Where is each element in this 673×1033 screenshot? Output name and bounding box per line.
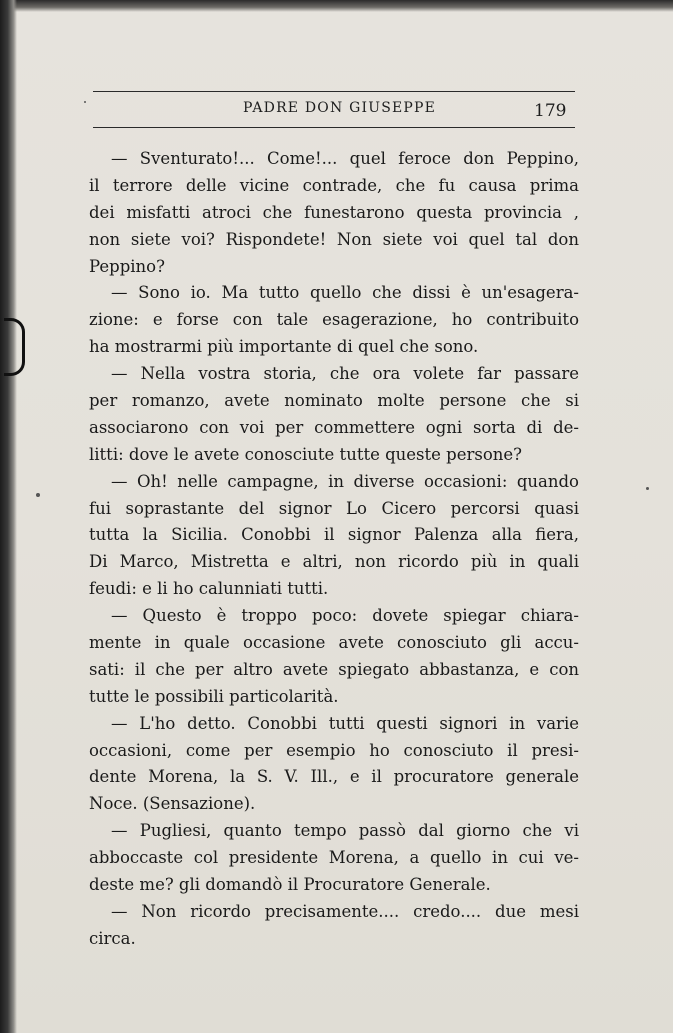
page-binding-shadow <box>0 0 17 1033</box>
text-line: fui soprastante del signor Lo Cicero percorsi quasi <box>89 498 579 518</box>
page-number: 179 <box>534 101 567 121</box>
text-line: il terrore delle vicine contrade, che fu causa prima <box>89 175 579 195</box>
paper-speck <box>36 493 40 497</box>
text-line: dei misfatti atroci che funestarono questa provincia , <box>89 202 579 222</box>
header-rule-bottom <box>93 127 575 128</box>
text-line: tutte le possibili particolarità. <box>89 686 339 706</box>
text-line: Di Marco, Mistretta e altri, non ricordo più in quali <box>89 552 579 572</box>
text-line: non siete voi? Rispondete! Non siete voi quel tal don <box>89 229 579 249</box>
text-line: — Nella vostra storia, che ora volete far passare <box>111 364 579 384</box>
running-header-title: PADRE DON GIUSEPPE <box>243 100 437 116</box>
text-line: zione: e forse con tale esagerazione, ho contribuito <box>89 310 579 330</box>
header-rule-top <box>93 91 575 92</box>
binding-mark <box>4 318 25 376</box>
text-line: per romanzo, avete nominato molte persone che si <box>89 391 579 411</box>
body-text <box>89 146 579 953</box>
text-line: Noce. (Sensazione). <box>89 794 256 814</box>
page-top-edge-shadow <box>0 0 673 12</box>
text-line: feudi: e li ho calunniati tutti. <box>89 579 329 599</box>
text-line: — Oh! nelle campagne, in diverse occasioni: quando <box>111 471 579 491</box>
text-line: mente in quale occasione avete conosciuto gli accu- <box>89 633 579 653</box>
text-line: — Sventurato!... Come!... quel feroce don Peppino, <box>111 149 579 168</box>
text-line: — Non ricordo precisamente.... credo.... due mesi <box>111 901 579 921</box>
text-line: — L'ho detto. Conobbi tutti questi signori in varie <box>111 713 579 733</box>
text-line: sati: il che per altro avete spiegato abbastanza, e con <box>89 659 579 679</box>
text-line: ha mostrarmi più importante di quel che sono. <box>89 337 479 357</box>
text-line: — Sono io. Ma tutto quello che dissi è un'esagera- <box>111 283 579 303</box>
text-line: abboccaste col presidente Morena, a quello in cui ve- <box>89 848 579 868</box>
paper-speck <box>646 487 649 490</box>
text-line: — Questo è troppo poco: dovete spiegar chiara- <box>111 606 579 626</box>
text-line: associarono con voi per commettere ogni sorta di de- <box>89 417 579 437</box>
text-line: dente Morena, la S. V. Ill., e il procuratore generale <box>89 767 579 787</box>
text-line: deste me? gli domandò il Procuratore Generale. <box>89 875 491 895</box>
paper-speck <box>84 101 86 103</box>
text-line: tutta la Sicilia. Conobbi il signor Palenza alla fiera, <box>89 525 579 545</box>
text-line: circa. <box>89 928 136 948</box>
text-line: Peppino? <box>89 256 165 276</box>
text-line: — Pugliesi, quanto tempo passò dal giorno che vi <box>111 821 579 841</box>
text-line: litti: dove le avete conosciute tutte queste persone? <box>89 444 523 464</box>
text-line: occasioni, come per esempio ho conosciuto il presi- <box>89 740 579 760</box>
